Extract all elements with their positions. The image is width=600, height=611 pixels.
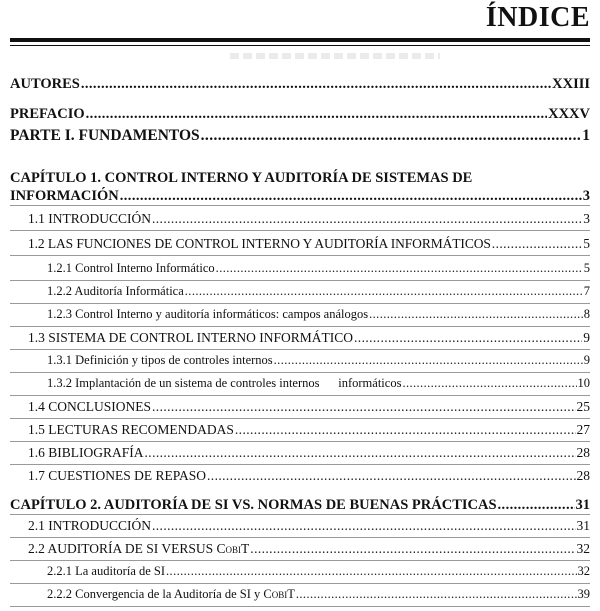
page-title: ÍNDICE	[485, 2, 590, 33]
toc-entry-1-2-1[interactable]	[47, 261, 590, 276]
leader-dots	[216, 261, 583, 276]
toc-entry-page: 27	[576, 422, 590, 437]
toc-entry-label: 2.2.1 La auditoría de SI	[47, 564, 166, 578]
leader-dots	[185, 284, 583, 299]
leader-dots	[152, 399, 575, 415]
cobit-term: CobiT	[263, 587, 295, 601]
toc-entry-page: 39	[577, 587, 590, 601]
toc-entry-page: 9	[583, 353, 590, 367]
toc-entry-label: 1.2.2 Auditoría Informática	[47, 284, 184, 298]
row-separator	[10, 372, 590, 373]
toc-entry-page: 9	[583, 330, 590, 345]
toc-entry-2-2[interactable]	[28, 541, 590, 557]
toc-entry-page: 25	[576, 399, 590, 414]
toc-entry-parte-1[interactable]	[10, 127, 590, 145]
leader-dots	[354, 330, 582, 346]
toc-entry-label: 1.2.3 Control Interno y auditoría informáticos: campos análogos	[47, 307, 369, 321]
row-separator	[10, 560, 590, 561]
leader-dots	[120, 188, 582, 205]
toc-entry-page: 8	[583, 307, 590, 321]
row-separator	[10, 418, 590, 419]
toc-entry-label: 2.1 INTRODUCCIÓN	[28, 518, 151, 533]
toc-entry-autores[interactable]	[10, 76, 590, 93]
toc-entry-page: 5	[583, 261, 590, 275]
title-rule-thick	[10, 38, 590, 42]
toc-entry-page: 28	[576, 468, 590, 483]
leader-dots	[250, 541, 575, 557]
row-separator	[10, 280, 590, 281]
row-separator	[10, 230, 590, 231]
toc-entry-page: 5	[583, 236, 590, 251]
toc-entry-label: AUTORES	[10, 76, 80, 92]
toc-entry-page: 3	[583, 211, 590, 226]
row-separator	[10, 606, 590, 607]
toc-entry-page: 32	[577, 564, 590, 578]
label-prefix: 2.2 AUDITORÍA DE SI VERSUS	[28, 541, 217, 556]
toc-entry-chapter-1[interactable]	[10, 188, 590, 205]
leader-dots	[369, 307, 583, 322]
row-separator	[10, 395, 590, 396]
toc-entry-page: 31	[575, 497, 590, 513]
leader-dots	[296, 587, 577, 602]
toc-entry-1-2-2[interactable]	[47, 284, 590, 299]
toc-entry-label: 1.3 SISTEMA DE CONTROL INTERNO INFORMÁTICO	[28, 330, 354, 345]
toc-entry-page: 10	[577, 376, 590, 390]
toc-entry-1-4[interactable]	[28, 399, 590, 415]
toc-entry-label: PREFACIO	[10, 106, 85, 122]
toc-entry-1-3[interactable]	[28, 330, 590, 346]
leader-dots	[152, 518, 576, 534]
row-separator	[10, 303, 590, 304]
toc-entry-1-6[interactable]	[28, 445, 590, 461]
toc-entry-label	[47, 587, 295, 602]
toc-entry-label: INFORMACIÓN	[10, 188, 119, 204]
toc-entry-1-3-2[interactable]	[47, 376, 590, 391]
toc-entry-chapter-2[interactable]	[10, 497, 590, 514]
toc-entry-page: 32	[576, 541, 590, 556]
leader-dots	[274, 353, 583, 368]
toc-entry-page: 7	[583, 284, 590, 298]
toc-entry-label: 1.3.1 Definición y tipos de controles internos	[47, 353, 273, 367]
leader-dots	[492, 236, 582, 252]
toc-entry-2-2-2[interactable]	[47, 587, 590, 602]
leader-dots	[166, 564, 576, 579]
leader-dots	[201, 127, 582, 145]
bleed-through-text	[230, 53, 440, 59]
toc-entry-page: XXIII	[552, 76, 590, 92]
toc-entry-label: 1.4 CONCLUSIONES	[28, 399, 152, 414]
leader-dots	[402, 376, 576, 391]
toc-entry-label: 1.1 INTRODUCCIÓN	[28, 211, 151, 226]
toc-entry-page: 28	[576, 445, 590, 460]
toc-entry-1-2-3[interactable]	[47, 307, 590, 322]
toc-entry-page: 3	[582, 188, 590, 204]
toc-entry-prefacio[interactable]	[10, 106, 590, 123]
row-separator	[10, 205, 590, 206]
leader-dots	[86, 106, 547, 123]
title-rule-thin	[10, 45, 590, 46]
toc-entry-2-1[interactable]	[28, 518, 590, 534]
toc-entry-1-2[interactable]	[28, 236, 590, 252]
leader-dots	[498, 497, 575, 514]
row-separator	[10, 441, 590, 442]
toc-entry-1-3-1[interactable]	[47, 353, 590, 368]
toc-entry-label: 1.3.2 Implantación de un sistema de controles internos informáticos	[47, 376, 402, 390]
leader-dots	[207, 468, 575, 484]
leader-dots	[81, 76, 551, 93]
row-separator	[10, 349, 590, 350]
leader-dots	[145, 445, 576, 461]
toc-entry-1-1[interactable]	[28, 211, 590, 227]
toc-entry-2-2-1[interactable]	[47, 564, 590, 579]
toc-entry-label: 1.7 CUESTIONES DE REPASO	[28, 468, 207, 483]
row-separator	[10, 537, 590, 538]
toc-entry-1-5[interactable]	[28, 422, 590, 438]
toc-entry-page: 31	[576, 518, 590, 533]
label-prefix: 2.2.2 Convergencia de la Auditoría de SI y	[47, 587, 264, 601]
toc-entry-label: CAPÍTULO 2. AUDITORÍA DE SI VS. NORMAS DE BUENAS PRÁCTICAS	[10, 497, 497, 513]
row-separator	[10, 583, 590, 584]
toc-entry-page: XXXV	[548, 106, 590, 122]
toc-entry-label: 1.2.1 Control Interno Informático	[47, 261, 215, 275]
leader-dots	[235, 422, 576, 438]
toc-entry-1-7[interactable]	[28, 468, 590, 484]
toc-entry-page: 1	[582, 127, 590, 144]
row-separator	[10, 326, 590, 327]
row-separator	[10, 464, 590, 465]
toc-entry-label	[28, 541, 249, 557]
toc-entry-label: 1.6 BIBLIOGRAFÍA	[28, 445, 144, 460]
cobit-term: CobiT	[216, 541, 250, 556]
toc-entry-label: 1.2 LAS FUNCIONES DE CONTROL INTERNO Y AUDITORÍA INFORMÁTICOS	[28, 236, 491, 251]
row-separator	[10, 255, 590, 256]
leader-dots	[152, 211, 582, 227]
row-separator	[10, 514, 590, 515]
chapter-1-title-line-1[interactable]: CAPÍTULO 1. CONTROL INTERNO Y AUDITORÍA DE SISTEMAS DE	[10, 170, 473, 186]
toc-entry-label: 1.5 LECTURAS RECOMENDADAS	[28, 422, 234, 437]
toc-entry-label: PARTE I. FUNDAMENTOS	[10, 127, 200, 144]
